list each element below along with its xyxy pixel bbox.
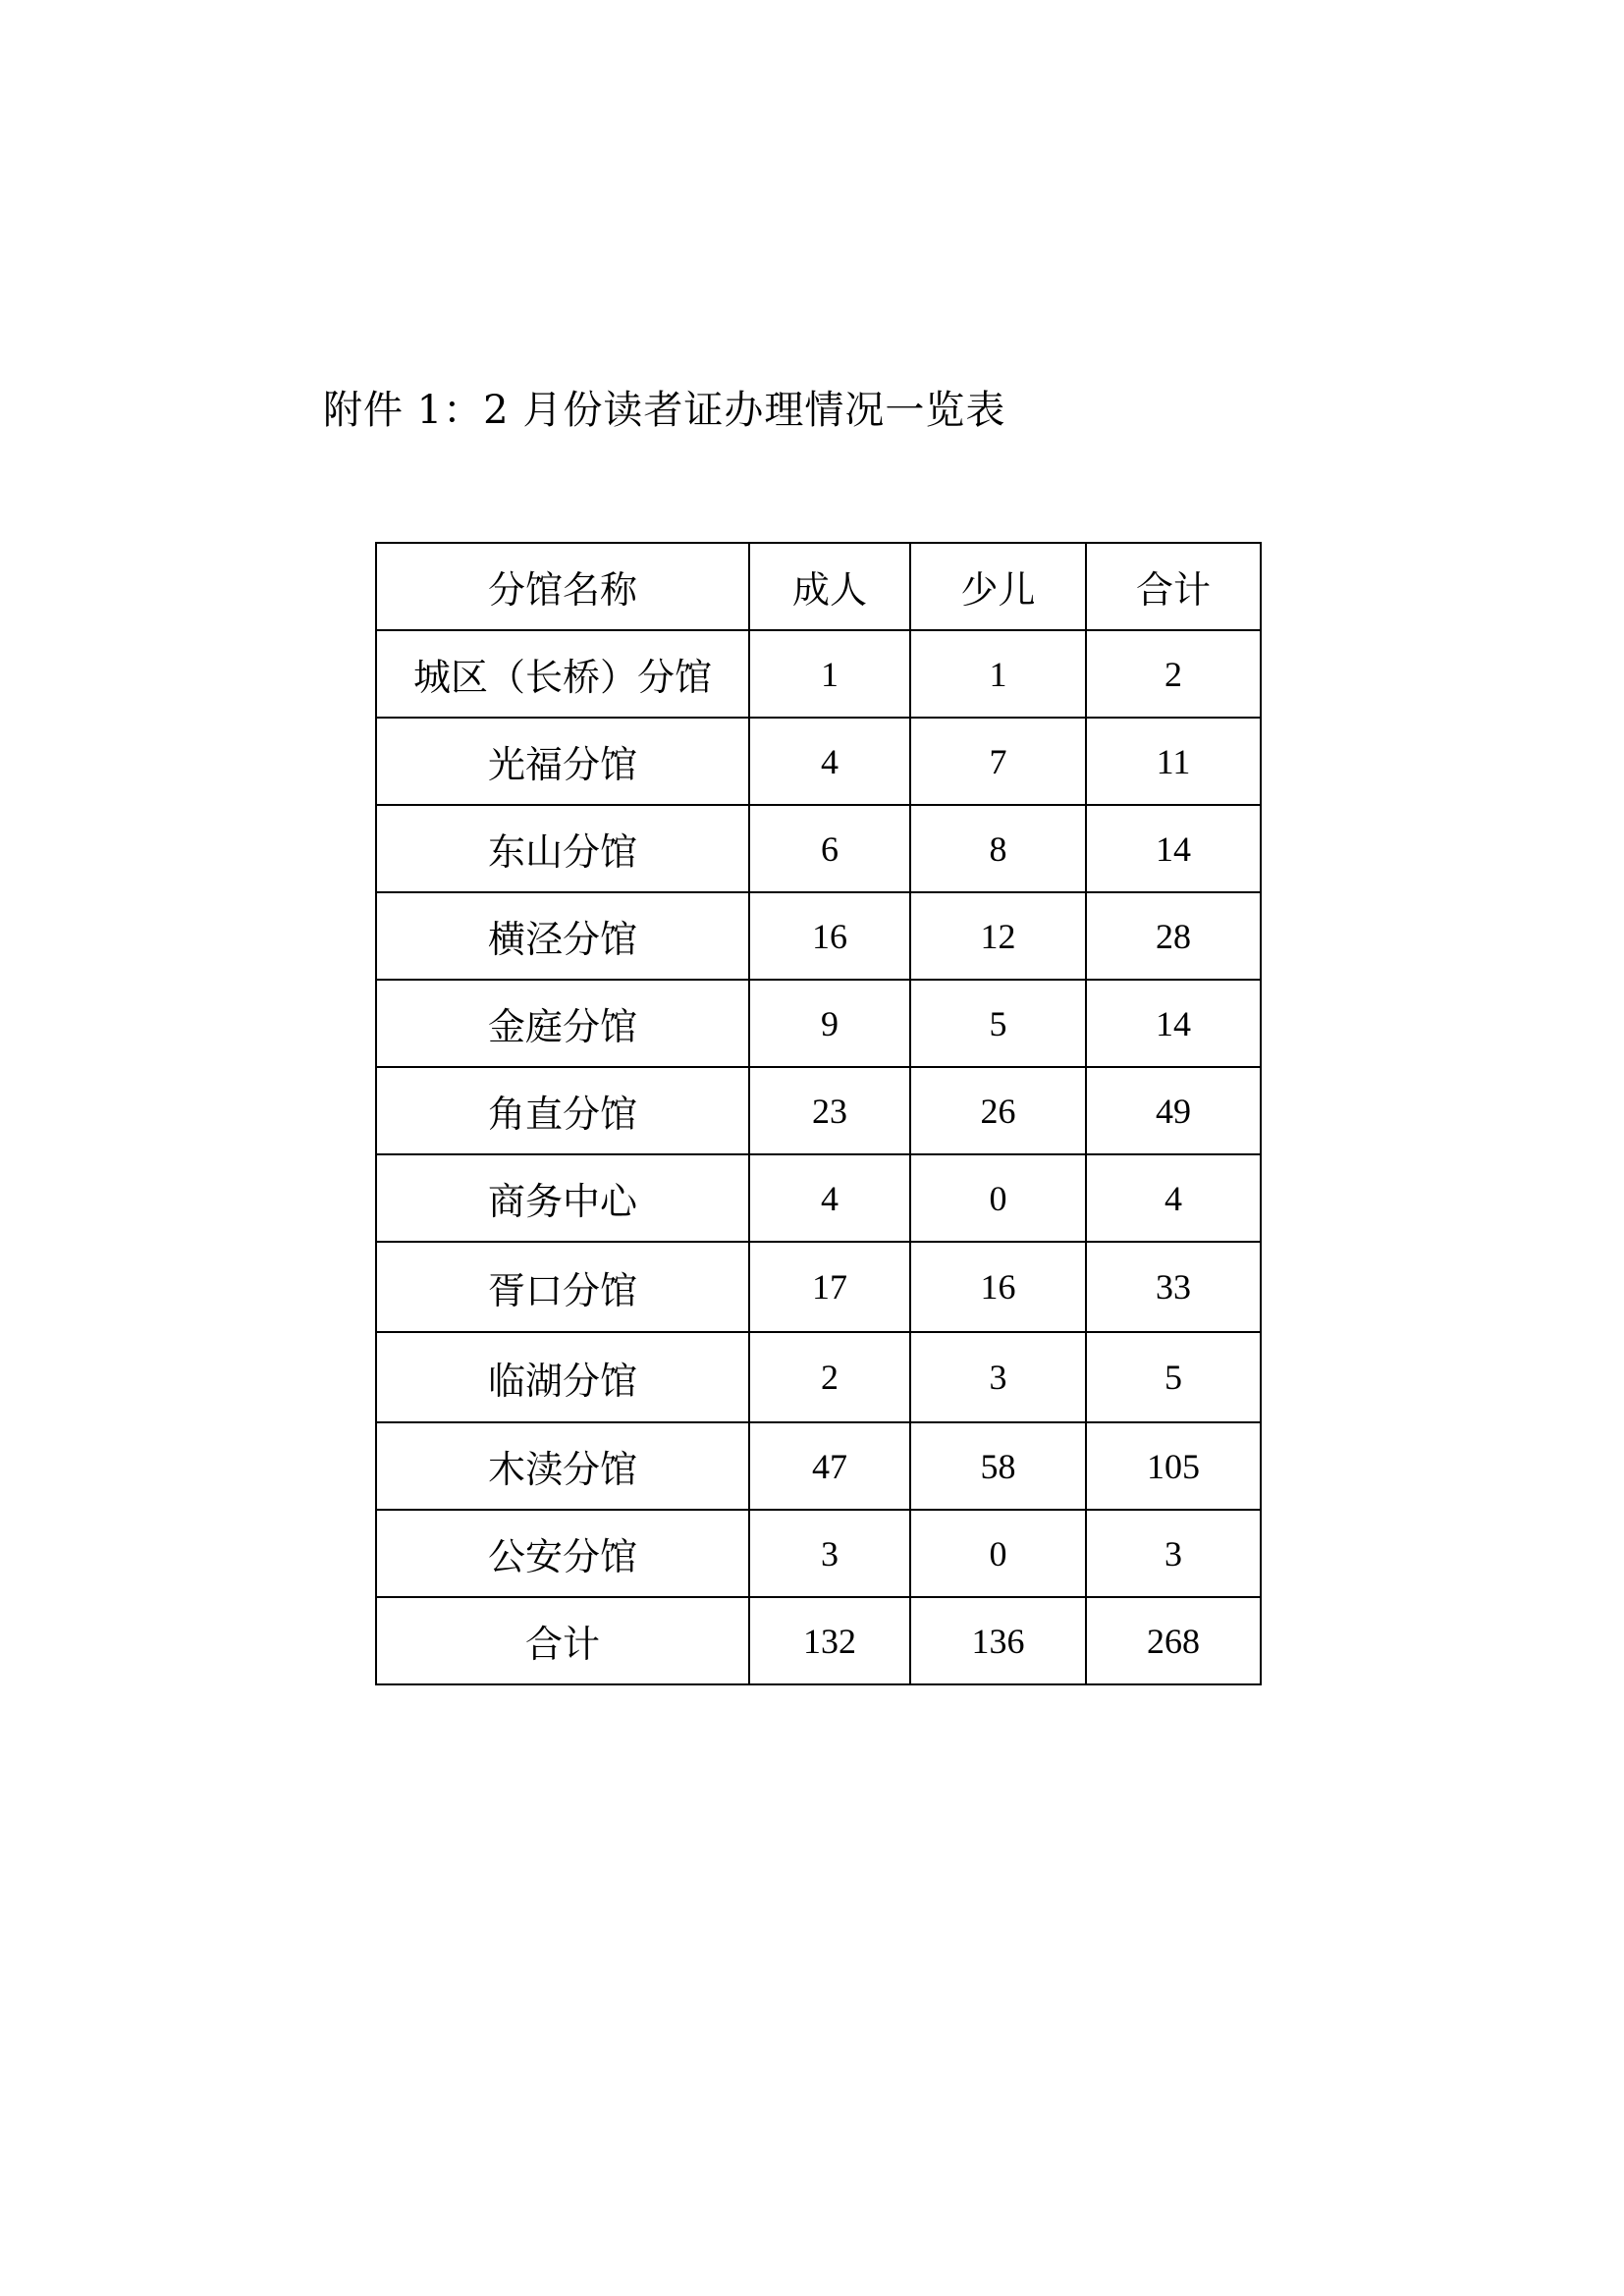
branch-name: 临湖分馆 <box>376 1332 749 1422</box>
table-row <box>376 1067 1261 1154</box>
table-header-row <box>376 543 1261 630</box>
table-row <box>376 1154 1261 1242</box>
adult-count: 132 <box>749 1597 910 1684</box>
child-count: 3 <box>910 1332 1086 1422</box>
total-count: 2 <box>1086 630 1261 718</box>
branch-name: 城区（长桥）分馆 <box>376 630 749 718</box>
adult-count: 4 <box>749 1154 910 1242</box>
table-row <box>376 1332 1261 1422</box>
adult-count: 16 <box>749 892 910 980</box>
total-count: 14 <box>1086 980 1261 1067</box>
table-row <box>376 630 1261 718</box>
total-count: 5 <box>1086 1332 1261 1422</box>
branch-name: 光福分馆 <box>376 718 749 805</box>
header-child: 少儿 <box>910 543 1086 630</box>
total-count: 14 <box>1086 805 1261 892</box>
branch-name: 胥口分馆 <box>376 1242 749 1332</box>
adult-count: 47 <box>749 1422 910 1510</box>
header-adult: 成人 <box>749 543 910 630</box>
child-count: 5 <box>910 980 1086 1067</box>
adult-count: 17 <box>749 1242 910 1332</box>
adult-count: 23 <box>749 1067 910 1154</box>
adult-count: 6 <box>749 805 910 892</box>
child-count: 0 <box>910 1154 1086 1242</box>
child-count: 136 <box>910 1597 1086 1684</box>
branch-name: 合计 <box>376 1597 749 1684</box>
child-count: 58 <box>910 1422 1086 1510</box>
adult-count: 2 <box>749 1332 910 1422</box>
table-row <box>376 1242 1261 1332</box>
adult-count: 3 <box>749 1510 910 1597</box>
total-count: 28 <box>1086 892 1261 980</box>
branch-name: 角直分馆 <box>376 1067 749 1154</box>
adult-count: 9 <box>749 980 910 1067</box>
header-total: 合计 <box>1086 543 1261 630</box>
header-branch-name: 分馆名称 <box>376 543 749 630</box>
adult-count: 1 <box>749 630 910 718</box>
total-count: 105 <box>1086 1422 1261 1510</box>
table-row <box>376 805 1261 892</box>
table-row <box>376 1510 1261 1597</box>
total-count: 3 <box>1086 1510 1261 1597</box>
branch-name: 东山分馆 <box>376 805 749 892</box>
child-count: 12 <box>910 892 1086 980</box>
total-count: 49 <box>1086 1067 1261 1154</box>
table-row <box>376 980 1261 1067</box>
child-count: 8 <box>910 805 1086 892</box>
branch-name: 公安分馆 <box>376 1510 749 1597</box>
page-title: 附件 1：2 月份读者证办理情况一览表 <box>323 388 1006 433</box>
total-count: 33 <box>1086 1242 1261 1332</box>
child-count: 26 <box>910 1067 1086 1154</box>
table-total-row <box>376 1597 1261 1684</box>
table-row <box>376 1422 1261 1510</box>
branch-name: 木渎分馆 <box>376 1422 749 1510</box>
branch-name: 商务中心 <box>376 1154 749 1242</box>
branch-name: 横泾分馆 <box>376 892 749 980</box>
adult-count: 4 <box>749 718 910 805</box>
child-count: 1 <box>910 630 1086 718</box>
table-row <box>376 892 1261 980</box>
table-row <box>376 718 1261 805</box>
branch-name: 金庭分馆 <box>376 980 749 1067</box>
child-count: 7 <box>910 718 1086 805</box>
child-count: 0 <box>910 1510 1086 1597</box>
child-count: 16 <box>910 1242 1086 1332</box>
total-count: 268 <box>1086 1597 1261 1684</box>
total-count: 4 <box>1086 1154 1261 1242</box>
reader-card-table <box>375 542 1262 1685</box>
total-count: 11 <box>1086 718 1261 805</box>
